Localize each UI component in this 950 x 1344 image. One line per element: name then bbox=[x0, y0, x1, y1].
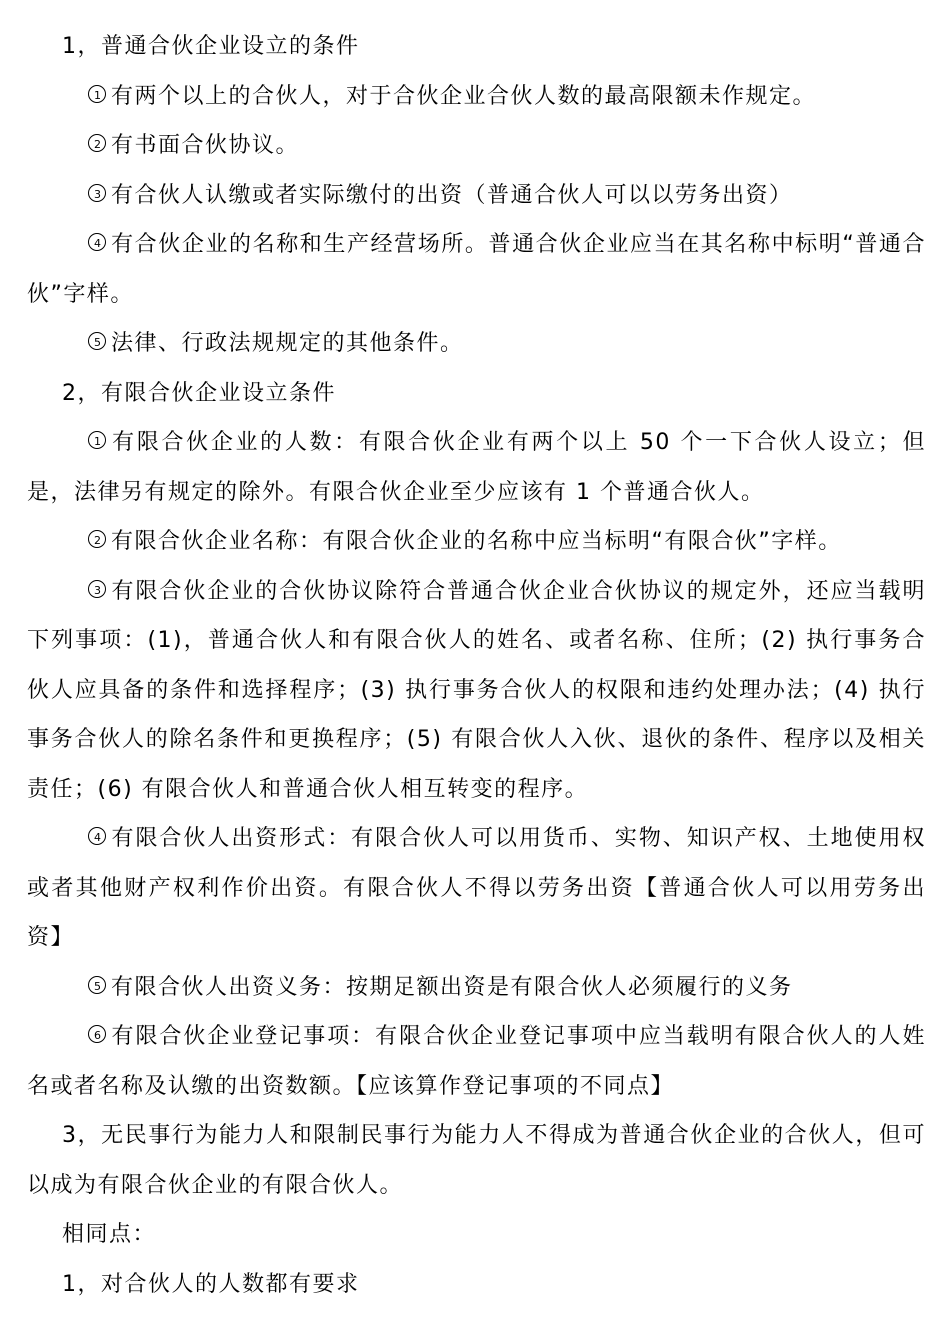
paragraph-heading-similarities bbox=[27, 1210, 926, 1260]
paragraph-text: 有限合伙人出资义务：按期足额出资是有限合伙人必须履行的义务 bbox=[111, 974, 793, 1000]
paragraph-lp-condition-4 bbox=[27, 814, 926, 963]
paragraph-text: 法律、行政法规规定的其他条件。 bbox=[111, 331, 464, 356]
paragraph-text: 相同点： bbox=[62, 1222, 157, 1247]
paragraph-text: 有书面合伙协议。 bbox=[111, 133, 300, 158]
circled-number-icon: 2 bbox=[87, 133, 109, 155]
paragraph-text: 2，有限合伙企业设立条件 bbox=[62, 380, 336, 406]
paragraph-text: 1，普通合伙企业设立的条件 bbox=[62, 34, 360, 59]
paragraph-lp-condition-5 bbox=[27, 963, 926, 1013]
paragraph-text: 3，无民事行为能力人和限制民事行为能力人不得成为普通合伙企业的合伙人，但可以成为有限合伙企业的有限合伙人。 bbox=[27, 1123, 926, 1198]
paragraph-text: 有限合伙企业登记事项：有限合伙企业登记事项中应当载明有限合伙人的人姓名或者名称及认缴的出资数额。【应该算作登记事项的不同点】 bbox=[27, 1024, 926, 1099]
paragraph-gp-condition-5 bbox=[27, 319, 926, 369]
paragraph-text: 1，对合伙人的人数都有要求 bbox=[62, 1271, 360, 1297]
circled-number-icon: 5 bbox=[87, 975, 109, 997]
paragraph-text: 有合伙企业的名称和生产经营场所。普通合伙企业应当在其名称中标明“普通合伙”字样。 bbox=[27, 232, 926, 307]
paragraph-gp-condition-3 bbox=[27, 171, 926, 221]
paragraph-heading-limited-partnership bbox=[27, 369, 926, 419]
paragraph-lp-condition-1 bbox=[27, 418, 926, 517]
paragraph-text: 有限合伙企业的合伙协议除符合普通合伙企业合伙协议的规定外，还应当载明下列事项：(1)，普通合伙人和有限合伙人的姓名、或者名称、住所；(2) 执行事务合伙人应具备的条件和选择程序；(3) 执行事务合伙人的权限和违约处理办法；(4) 执行事务合伙人的除名条件和更换程序；(5) 有限合伙人入伙、退伙的条件、程序以及相关责任；(6) 有限合伙人和普通合伙人相互转变的程序。 bbox=[27, 578, 926, 802]
paragraph-similarity-1 bbox=[27, 1260, 926, 1310]
paragraph-text: 有限合伙人出资形式：有限合伙人可以用货币、实物、知识产权、土地使用权或者其他财产权利作价出资。有限合伙人不得以劳务出资【普通合伙人可以用劳务出资】 bbox=[27, 826, 926, 950]
circled-number-icon: 1 bbox=[87, 84, 109, 106]
circled-number-icon: 6 bbox=[87, 1024, 109, 1046]
paragraph-heading-general-partnership bbox=[27, 22, 926, 72]
circled-number-icon: 4 bbox=[87, 232, 109, 254]
circled-number-icon: 3 bbox=[87, 579, 109, 601]
paragraph-capacity-rule bbox=[27, 1111, 926, 1210]
circled-number-icon: 1 bbox=[87, 430, 109, 452]
circled-number-icon: 3 bbox=[87, 183, 109, 205]
paragraph-gp-condition-2 bbox=[27, 121, 926, 171]
paragraph-gp-condition-4 bbox=[27, 220, 926, 319]
paragraph-text: 有合伙人认缴或者实际缴付的出资（普通合伙人可以以劳务出资） bbox=[111, 182, 793, 208]
paragraph-text: 有两个以上的合伙人，对于合伙企业合伙人数的最高限额未作规定。 bbox=[111, 83, 817, 109]
paragraph-lp-condition-3 bbox=[27, 567, 926, 815]
circled-number-icon: 2 bbox=[87, 529, 109, 551]
circled-number-icon: 4 bbox=[87, 826, 109, 848]
paragraph-gp-condition-1 bbox=[27, 72, 926, 122]
paragraph-lp-condition-6 bbox=[27, 1012, 926, 1111]
circled-number-icon: 5 bbox=[87, 331, 109, 353]
paragraph-text: 有限合伙企业的人数：有限合伙企业有两个以上 50 个一下合伙人设立；但是，法律另有规定的除外。有限合伙企业至少应该有 1 个普通合伙人。 bbox=[27, 430, 926, 505]
paragraph-text: 有限合伙企业名称：有限合伙企业的名称中应当标明“有限合伙”字样。 bbox=[111, 529, 842, 554]
paragraph-lp-condition-2 bbox=[27, 517, 926, 567]
